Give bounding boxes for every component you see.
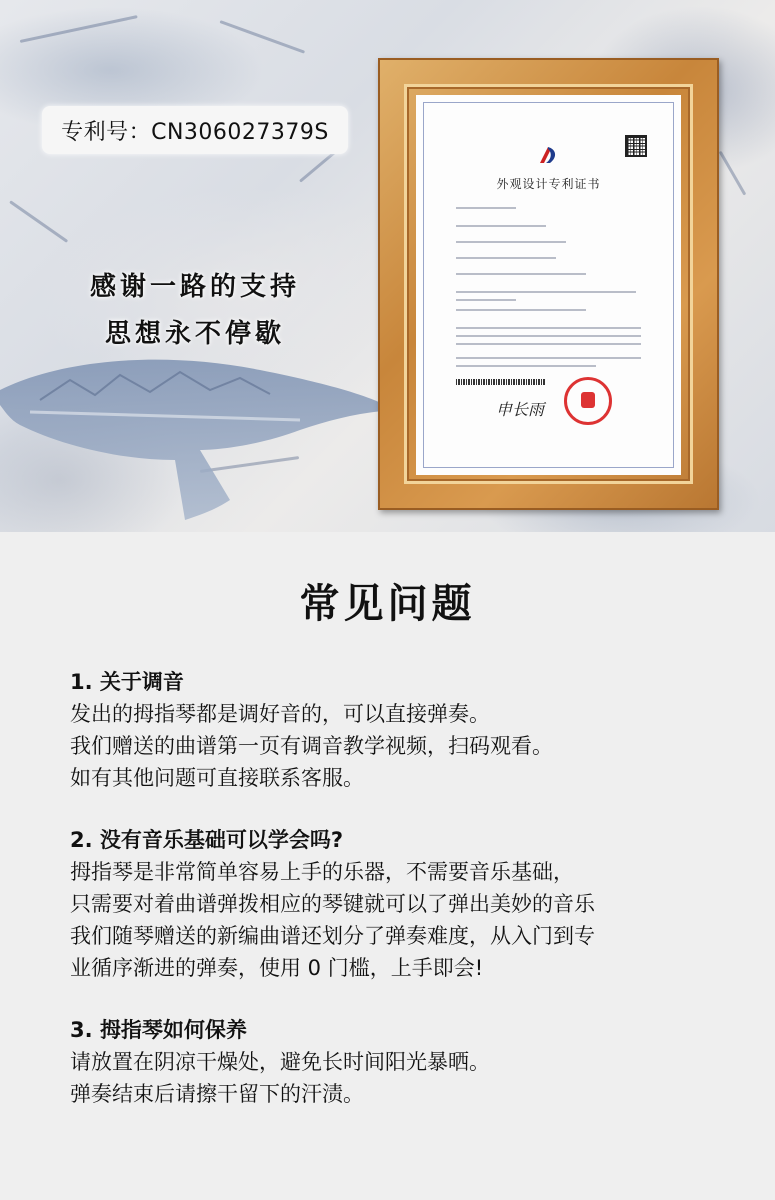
certificate-frame — [378, 58, 719, 510]
faq-item — [70, 666, 710, 794]
text-line — [456, 299, 516, 301]
paint-streak — [20, 15, 138, 43]
barcode — [456, 379, 546, 385]
slogan-line-2: 思想永不停歇 — [104, 319, 285, 349]
faq-question: 3. 拇指琴如何保养 — [70, 1018, 247, 1042]
faq-answer-line: 我们随琴赠送的新编曲谱还划分了弹奏难度，从入门到专 — [70, 924, 595, 948]
faq-list — [70, 666, 710, 1140]
text-line — [456, 207, 516, 209]
official-seal-icon — [564, 377, 612, 425]
faq-answer-line: 发出的拇指琴都是调好音的，可以直接弹奏。 — [70, 702, 490, 726]
text-line — [456, 309, 586, 311]
text-line — [456, 273, 586, 275]
faq-answer-line: 拇指琴是非常简单容易上手的乐器，不需要音乐基础， — [70, 860, 574, 884]
cnipa-logo-icon — [536, 143, 560, 167]
qr-code-icon — [625, 135, 647, 157]
text-line — [456, 291, 636, 293]
paint-streak — [719, 151, 747, 196]
faq-item — [70, 1014, 710, 1110]
text-line — [456, 257, 556, 259]
patent-number-label: 专利号：CN306027379S — [42, 106, 348, 154]
text-line — [456, 365, 596, 367]
faq-question: 2. 没有音乐基础可以学会吗? — [70, 828, 344, 852]
faq-answer-line: 弹奏结束后请擦干留下的汗渍。 — [70, 1082, 364, 1106]
signature: 申长雨 — [496, 400, 545, 419]
faq-answer-line: 如有其他问题可直接联系客服。 — [70, 766, 364, 790]
text-line — [456, 335, 641, 337]
faq-answer-line: 只需要对着曲谱弹拨相应的琴键就可以了弹出美妙的音乐 — [70, 892, 595, 916]
whale-illustration — [0, 350, 400, 530]
faq-title: 常见问题 — [299, 581, 476, 627]
text-line — [456, 357, 641, 359]
slogan-line-1: 感谢一路的支持 — [89, 272, 300, 302]
paint-streak — [9, 200, 68, 243]
seal-emblem-icon — [581, 392, 595, 408]
faq-answer-line: 我们赠送的曲谱第一页有调音教学视频，扫码观看。 — [70, 734, 553, 758]
faq-answer-line: 业循序渐进的弹奏，使用 0 门槛，上手即会! — [70, 956, 484, 980]
faq-answer-line: 请放置在阴凉干燥处，避免长时间阳光暴晒。 — [70, 1050, 490, 1074]
hero-banner — [0, 0, 775, 532]
text-line — [456, 241, 566, 243]
faq-item — [70, 824, 710, 984]
text-line — [456, 343, 641, 345]
text-line — [456, 225, 546, 227]
patent-certificate — [416, 95, 681, 475]
certificate-title: 外观设计专利证书 — [496, 177, 601, 191]
text-line — [456, 327, 641, 329]
faq-question: 1. 关于调音 — [70, 670, 184, 694]
paint-streak — [219, 20, 305, 54]
